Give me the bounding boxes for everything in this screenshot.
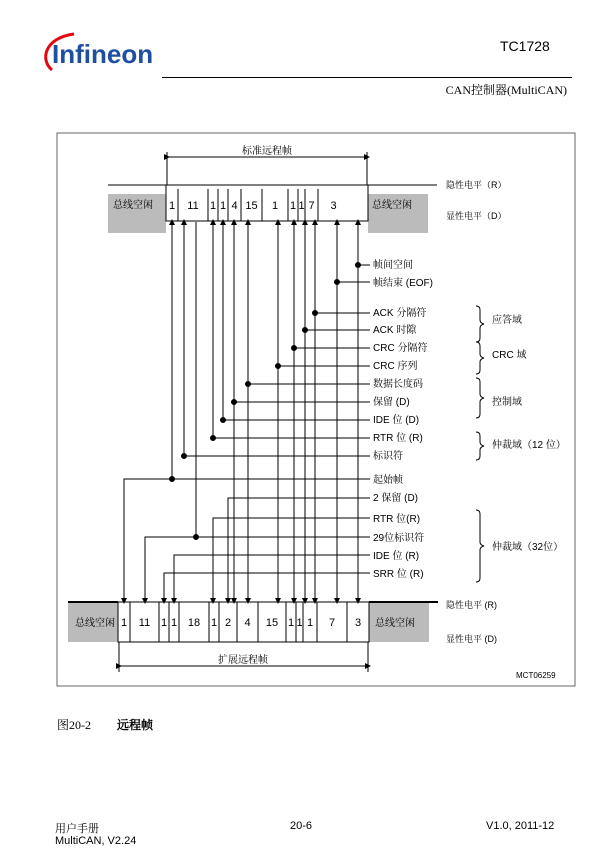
std-connector [184,222,370,456]
field-bits: 18 [187,617,201,629]
footer-version: V1.0, 2011-12 [486,820,555,832]
group-control: 控制域 [492,397,522,408]
caption-number: 图20-2 [57,718,91,732]
brace-arb32 [476,510,484,582]
field-bits: 7 [328,617,336,629]
ext-frame-title: 扩展远程帧 [218,655,268,666]
sof-connector [172,222,370,479]
label-id29: 29位标识符 [373,533,425,544]
caption-title: 远程帧 [117,718,154,732]
bus-idle-label: 总线空闲 [375,618,415,629]
rtr-ext-connector [213,518,370,601]
brace-arb12 [476,432,484,460]
field-bits: 4 [244,617,251,629]
field-bits: 1 [296,617,303,629]
reserved2-connector [228,498,370,601]
std-connector [278,222,370,366]
field-bits: 1 [289,200,297,212]
field-bits: 4 [231,200,238,212]
sof-ext-connector [124,479,172,601]
std-connector [337,222,370,282]
field-bits: 11 [187,200,199,212]
label-ide-std: IDE 位 (D) [373,415,420,426]
figure-code: MCT06259 [516,671,556,680]
field-bits: 7 [308,200,315,212]
section-title: CAN控制器(MultiCAN) [445,83,567,97]
ide-ext-connector [174,555,370,601]
field-bits: 1 [287,617,295,629]
field-bits: 11 [138,617,151,629]
label-crc-seq: CRC 序列 [373,361,418,372]
field-bits: 1 [219,200,227,212]
field-bits: 2 [224,617,232,629]
label-ifs: 帧间空间 [373,260,413,271]
level-dominant-bot: 显性电平 (D) [446,634,497,644]
bus-idle-label: 总线空闲 [372,200,412,211]
label-ack-slot: ACK 时隙 [373,325,417,336]
field-bits: 1 [209,200,217,212]
std-fields [169,189,337,221]
label-rtr-std: RTR 位 (R) [373,433,423,444]
label-ide-ext: IDE 位 (R) [373,551,420,562]
bus-idle-label: 总线空闲 [113,200,153,211]
bus-idle-label: 总线空闲 [75,618,115,629]
label-dlc: 数据长度码 [373,379,423,390]
field-bits: 1 [160,617,168,629]
label-rtr-ext: RTR 位(R) [373,514,421,525]
label-eof: 帧结束 (EOF) [373,278,433,289]
std-connector [248,222,370,384]
group-ack: 应答域 [492,315,522,326]
id29-connector [145,537,370,601]
label-sof: 起始帧 [373,475,403,486]
group-arb12: 仲裁域（12 位） [492,440,566,451]
label-reserved: 保留 (D) [373,397,410,408]
std-connector [223,222,370,420]
connector-lines [124,222,370,601]
std-connector [315,222,370,313]
std-connector [234,222,370,402]
label-reserved2: 2 保留 (D) [373,493,418,504]
field-bits: 3 [330,200,337,212]
label-crc-delim: CRC 分隔符 [373,343,428,354]
junction-dot [211,436,216,441]
group-crc: CRC 域 [492,350,527,361]
field-bits: 1 [271,200,279,212]
field-bits: 3 [354,617,362,629]
label-ack-delim: ACK 分隔符 [373,308,427,319]
field-bits: 1 [298,200,305,212]
level-recessive-top: 隐性电平（R） [446,180,507,190]
junction-dot [221,418,226,423]
field-bits: 15 [265,617,279,629]
figure-caption [57,716,153,733]
field-bits: 1 [170,617,178,629]
brace-ack [476,306,484,342]
std-frame-title: 标准远程帧 [242,146,292,157]
level-dominant-top: 显性电平（D） [446,211,507,221]
footer-page: 20-6 [290,820,313,832]
group-arb32: 仲裁域（32位） [492,542,564,553]
label-identifier: 标识符 [373,451,403,462]
field-bits: 1 [306,617,314,629]
field-bits: 1 [210,617,218,629]
ext-fields [121,602,361,642]
brace-control [476,378,484,418]
logo-wordmark: Infineon [52,39,154,69]
field-bits: 1 [120,617,128,629]
field-bits: 1 [168,200,176,212]
brace-crc [476,342,484,374]
junction-dot [182,454,187,459]
footer-module-version: MultiCAN, V2.24 [55,835,137,847]
footer-manual: 用户手册 [55,823,99,835]
document-id: TC1728 [500,38,550,54]
level-recessive-bot: 隐性电平 (R) [446,600,497,610]
srr-connector [164,573,370,601]
field-bits: 15 [245,200,258,212]
label-srr: SRR 位 (R) [373,569,424,580]
